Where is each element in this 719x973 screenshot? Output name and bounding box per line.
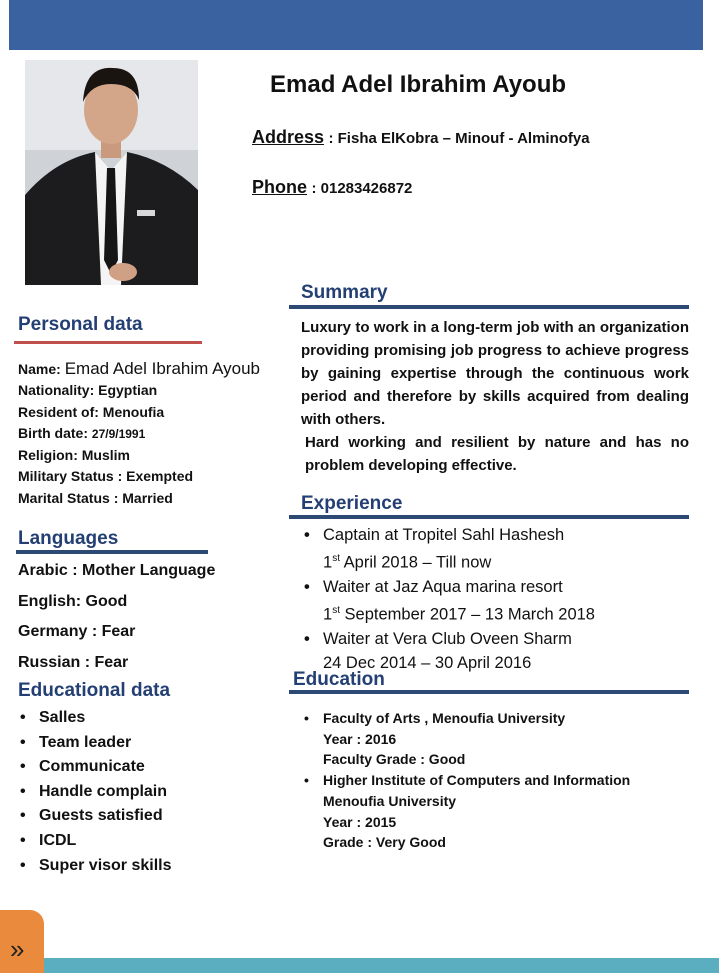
summary-paragraph: Luxury to work in a long-term job with an organization providing promising job progress to achieve progress by gaining expertise through the continuous work period and therefore by skills acquired from dealing with others. bbox=[301, 319, 689, 428]
languages-underline bbox=[16, 550, 208, 554]
language-item: Germany : Fear bbox=[18, 623, 136, 641]
education-line: Faculty Grade : Good bbox=[323, 751, 466, 768]
language-item: Russian : Fear bbox=[18, 654, 129, 672]
birth-date-value: 27/9/1991 bbox=[91, 426, 146, 441]
profile-photo bbox=[25, 60, 198, 285]
phone-line bbox=[252, 177, 412, 198]
educational-data-item: • Handle complain bbox=[18, 780, 172, 805]
candidate-name: Emad Adel Ibrahim Ayoub bbox=[270, 71, 567, 98]
phone-value: : 01283426872 bbox=[311, 180, 413, 197]
education-line: Year : 2016 bbox=[323, 730, 397, 747]
experience-role: • Captain at Tropitel Sahl Hashesh bbox=[323, 526, 565, 544]
resident-row: Resident of: Menoufia bbox=[18, 403, 165, 420]
education-line: • Faculty of Arts , Menoufia University bbox=[323, 710, 566, 726]
bottom-banner bbox=[44, 958, 719, 973]
religion-row: Religion: Muslim bbox=[18, 447, 130, 464]
summary-text bbox=[301, 316, 689, 477]
double-chevron-right-icon: » bbox=[10, 934, 25, 964]
educational-data-item: • ICDL bbox=[18, 829, 172, 854]
marital-status-row: Marital Status : Married bbox=[18, 489, 173, 506]
experience-list bbox=[302, 523, 595, 675]
personal-data-underline bbox=[14, 341, 202, 344]
experience-title: Experience bbox=[301, 493, 403, 514]
language-item: Arabic : Mother Language bbox=[18, 562, 216, 579]
experience-period: 1st September 2017 – 13 March 2018 bbox=[323, 605, 595, 624]
address-value: : Fisha ElKobra – Minouf - Alminofya bbox=[328, 130, 590, 147]
personal-name-value: Emad Adel Ibrahim Ayoub bbox=[64, 359, 260, 378]
personal-data-title: Personal data bbox=[18, 314, 143, 335]
portrait-illustration bbox=[25, 60, 198, 285]
education-title: Education bbox=[293, 669, 385, 690]
experience-period: 24 Dec 2014 – 30 April 2016 bbox=[323, 654, 532, 673]
experience-rule bbox=[289, 515, 689, 519]
top-banner bbox=[9, 0, 703, 50]
language-item: English: Good bbox=[18, 592, 128, 610]
educational-data-item: • Team leader bbox=[18, 731, 172, 756]
educational-data-item: • Super visor skills bbox=[18, 854, 172, 879]
languages-list bbox=[18, 562, 215, 685]
educational-data-title: Educational data bbox=[18, 680, 171, 701]
birth-date-label: Birth date: bbox=[18, 424, 88, 441]
educational-data-list bbox=[18, 706, 172, 878]
educational-data-item: • Salles bbox=[18, 706, 172, 731]
phone-label: Phone bbox=[252, 177, 308, 197]
nationality-row: Nationality: Egyptian bbox=[18, 382, 158, 399]
education-line: Grade : Very Good bbox=[323, 834, 446, 851]
experience-role: • Waiter at Vera Club Oveen Sharm bbox=[323, 629, 572, 648]
summary-rule bbox=[289, 305, 689, 309]
personal-name-label: Name: bbox=[18, 361, 61, 377]
personal-name-row bbox=[18, 358, 260, 380]
educational-data-item: • Guests satisfied bbox=[18, 804, 172, 829]
address-line bbox=[252, 127, 590, 148]
experience-item bbox=[302, 575, 595, 627]
languages-title: Languages bbox=[18, 528, 119, 549]
summary-paragraph: Hard working and resilient by nature and has no problem developing effective. bbox=[305, 434, 689, 474]
personal-data-list bbox=[18, 358, 260, 509]
education-line: Year : 2015 bbox=[323, 813, 397, 830]
education-line: Menoufia University bbox=[323, 792, 457, 809]
experience-item bbox=[302, 523, 595, 575]
experience-role: • Waiter at Jaz Aqua marina resort bbox=[323, 577, 563, 596]
next-page-button[interactable] bbox=[0, 910, 44, 973]
birth-date-row bbox=[18, 423, 260, 445]
education-item bbox=[302, 770, 630, 853]
address-label: Address bbox=[252, 127, 325, 147]
education-list bbox=[302, 708, 630, 853]
education-rule bbox=[289, 690, 689, 694]
military-status-row: Military Status : Exempted bbox=[18, 468, 194, 485]
education-line: • Higher Institute of Computers and Information bbox=[323, 772, 631, 789]
experience-period: 1st April 2018 – Till now bbox=[323, 553, 492, 572]
educational-data-item: • Communicate bbox=[18, 755, 172, 780]
summary-title: Summary bbox=[301, 282, 388, 303]
education-item bbox=[302, 708, 630, 770]
experience-item bbox=[302, 627, 595, 675]
